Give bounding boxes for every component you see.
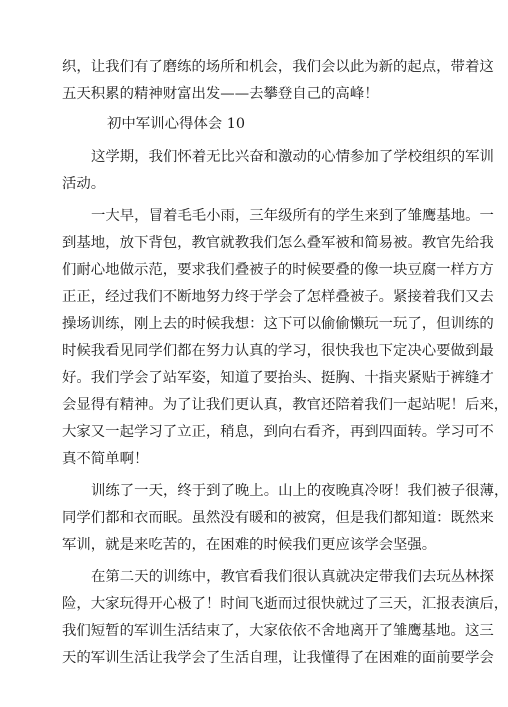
text-line: 活动。	[62, 176, 106, 192]
text-line: 大家又一起学习了立正，稍息，到向右看齐，再到四面转。学习可不	[62, 424, 494, 440]
text-line: 正正，经过我们不断地努力终于学会了怎样叠被子。紧接着我们又去	[62, 289, 494, 305]
text-line: 训练了一天，终于到了晚上。山上的夜晚真冷呀！我们被子很薄，	[91, 483, 508, 499]
text-line: 好。我们学会了站军姿，知道了要抬头、挺胸、十指夹紧贴于裤缝才	[62, 370, 494, 386]
text-line: 真不简单啊！	[62, 451, 149, 467]
text-line: 同学们都和衣而眠。虽然没有暖和的被窝，但是我们都知道：既然来	[62, 510, 494, 526]
text-line: 五天积累的精神财富出发——去攀登自己的高峰！	[62, 86, 379, 102]
text-line: 到基地，放下背包，教官就教我们怎么叠军被和简易被。教官先给我	[62, 235, 494, 251]
section-heading: 初中军训心得体会 10	[107, 116, 246, 132]
text-line: 们耐心地做示范，要求我们叠被子的时候要叠的像一块豆腐一样方方	[62, 262, 494, 278]
document-page	[62, 54, 508, 672]
text-line: 在第二天的训练中，教官看我们很认真就决定带我们去玩丛林探	[91, 569, 494, 585]
text-line: 操场训练，刚上去的时候我想：这下可以偷偷懒玩一玩了，但训练的	[62, 316, 494, 332]
text-line: 军训，就是来吃苦的，在困难的时候我们更应该学会坚强。	[62, 537, 437, 553]
text-line: 时候我看见同学们都在努力认真的学习，很快我也下定决心要做到最	[62, 343, 494, 359]
text-line: 险，大家玩得开心极了！时间飞逝而过很快就过了三天，汇报表演后，	[62, 596, 508, 612]
text-line: 天的军训生活让我学会了生活自理，让我懂得了在困难的面前要学会	[62, 650, 494, 666]
text-line: 一大早，冒着毛毛小雨，三年级所有的学生来到了雏鹰基地。一	[91, 208, 494, 224]
text-line: 会显得有精神。为了让我们更认真，教官还陪着我们一起站呢！后来，	[62, 397, 508, 413]
text-line: 这学期，我们怀着无比兴奋和激动的心情参加了学校组织的军训	[91, 149, 494, 165]
text-line: 织，让我们有了磨练的场所和机会，我们会以此为新的起点，带着这	[62, 59, 494, 75]
text-line: 我们短暂的军训生活结束了，大家依依不舍地离开了雏鹰基地。这三	[62, 623, 494, 639]
